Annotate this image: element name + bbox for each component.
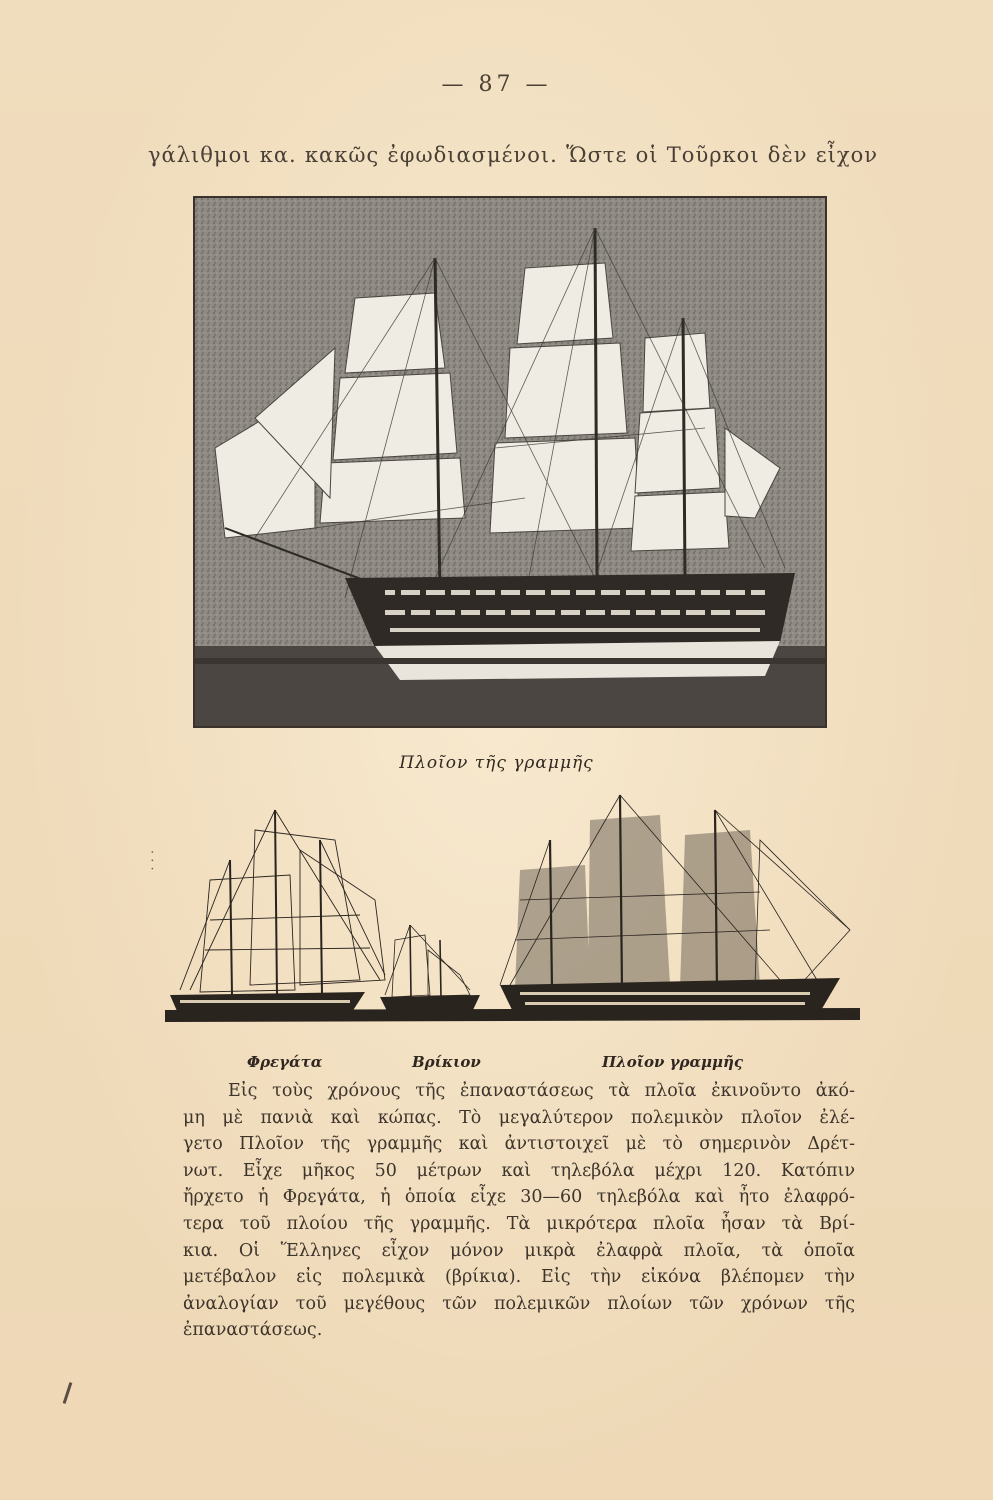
frigate-drawing: [170, 810, 385, 1018]
paragraph-line: μη μὲ πανιὰ καὶ κώπας. Τὸ μεγαλύτερον πολεμικὸν πλοῖον ἐλέ-: [183, 1107, 855, 1128]
ship-of-the-line-drawing: [195, 198, 825, 726]
body-paragraph: [183, 1078, 855, 1344]
paragraph-line: γετο Πλοῖον τῆς γραμμῆς καὶ ἀντιστοιχεῖ μὲ τὸ σημερινὸν Δρέτ-: [183, 1134, 855, 1155]
ship-comparison-illustration: [160, 780, 860, 1050]
continued-text-line: γάλιθμοι κα. κακῶς ἐφωδιασμένοι. Ὥστε οἱ Τοῦρκοι δὲν εἶχον: [148, 143, 878, 167]
paragraph-line: ἐπαναστάσεως.: [183, 1320, 323, 1341]
ship-of-the-line-caption: Πλοῖον τῆς γραμμῆς: [399, 753, 594, 773]
paragraph-line: μετέβαλον εἰς πολεμικὰ (βρίκια). Εἰς τὴν εἰκόνα βλέπομεν τὴν: [183, 1267, 855, 1288]
paragraph-line: Εἰς τοὺς χρόνους τῆς ἐπαναστάσεως τὰ πλοῖα ἐκινοῦντο ἀκό-: [228, 1081, 855, 1101]
page-number: — 87 —: [441, 72, 552, 97]
margin-pen-mark: [63, 1382, 73, 1404]
line-ship-caption: Πλοῖον γραμμῆς: [602, 1053, 744, 1071]
frigate-caption: Φρεγάτα: [247, 1053, 323, 1071]
paragraph-line: ἀναλογίαν τοῦ μεγέθους τῶν πολεμικῶν πλοίων τῶν χρόνων τῆς: [183, 1293, 855, 1314]
ship-comparison-drawing: [160, 780, 860, 1050]
paragraph-line: τερα τοῦ πλοίου τῆς γραμμῆς. Τὰ μικρότερα πλοῖα ἦσαν τὰ Βρί-: [183, 1213, 855, 1234]
brig-drawing: [380, 925, 480, 1013]
ship-of-the-line-illustration: [193, 196, 827, 728]
margin-dots: · · ·: [144, 850, 159, 871]
brig-caption: Βρίκιον: [412, 1053, 481, 1071]
paragraph-line: ἤρχετο ἡ Φρεγάτα, ἡ ὁποία εἶχε 30—60 τηλεβόλα καὶ ἦτο ἐλαφρό-: [183, 1187, 855, 1208]
line-ship-drawing: [500, 795, 850, 1016]
paragraph-line: νωτ. Εἶχε μῆκος 50 μέτρων καὶ τηλεβόλα μέχρι 120. Κατόπιν: [183, 1160, 855, 1181]
paragraph-line: κια. Οἱ Ἕλληνες εἶχον μόνον μικρὰ ἐλαφρὰ πλοῖα, τὰ ὁποῖα: [183, 1240, 855, 1261]
